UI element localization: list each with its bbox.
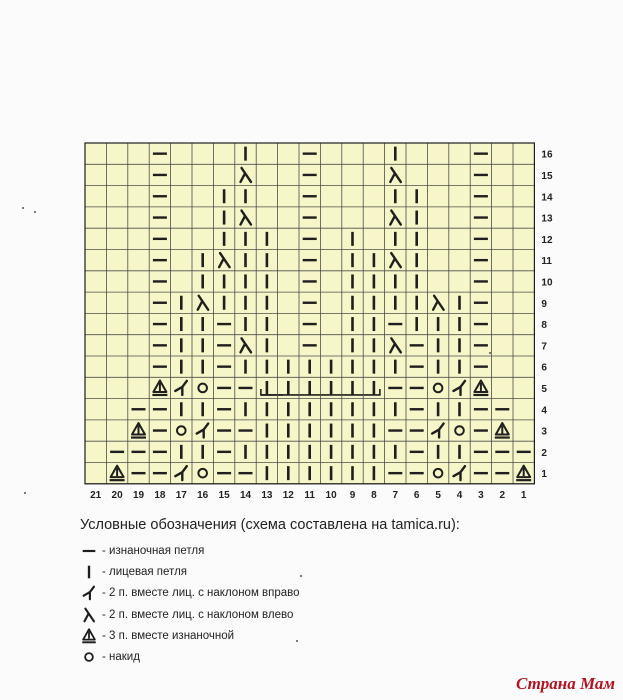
- purl-dash-icon: [80, 542, 98, 560]
- yarn-over-icon: [80, 648, 98, 666]
- column-number: 15: [218, 489, 230, 501]
- column-number: 6: [413, 489, 420, 501]
- column-number: 5: [435, 489, 441, 501]
- legend-title: Условные обозначения (схема составлена на tamica.ru):: [80, 517, 460, 533]
- legend-item: [80, 604, 300, 625]
- row-number: 14: [541, 192, 553, 204]
- scan-speck: [489, 352, 491, 354]
- row-number: 9: [541, 298, 547, 310]
- column-number: 20: [111, 489, 123, 501]
- k2tog-left-icon: [80, 606, 98, 624]
- column-number: 9: [349, 489, 356, 501]
- scan-speck: [300, 575, 302, 577]
- legend-text: - 2 п. вместе лиц. с наклоном вправо: [102, 587, 300, 600]
- scan-speck: [296, 640, 298, 642]
- column-number: 8: [371, 489, 377, 501]
- column-number: 4: [456, 489, 463, 501]
- column-number: 3: [478, 489, 484, 501]
- watermark: Страна Мам: [515, 674, 615, 693]
- column-number: 14: [239, 489, 252, 501]
- row-number: 3: [541, 426, 547, 438]
- column-number: 11: [304, 489, 315, 501]
- column-number: 7: [392, 489, 399, 501]
- p3tog-icon: [80, 627, 98, 645]
- scan-speck: [24, 492, 26, 494]
- column-number: 21: [90, 489, 102, 501]
- column-number: 17: [175, 489, 187, 501]
- legend-item: [80, 583, 300, 604]
- row-number: 8: [541, 320, 547, 332]
- row-number: 13: [541, 213, 553, 225]
- legend-text: - лицевая петля: [102, 565, 188, 578]
- column-number: 19: [132, 489, 145, 501]
- row-number: 4: [541, 405, 547, 417]
- column-number: 2: [499, 489, 506, 501]
- scan-speck: [22, 207, 24, 209]
- legend-item: [80, 625, 300, 646]
- row-number: 11: [541, 256, 552, 268]
- row-number: 5: [541, 383, 547, 395]
- row-number: 16: [541, 149, 553, 161]
- row-number: 15: [541, 170, 553, 182]
- column-number: 12: [282, 489, 294, 501]
- row-number: 6: [541, 362, 547, 374]
- legend-text: - накид: [102, 651, 140, 664]
- row-number: 1: [541, 469, 547, 481]
- legend-text: - 2 п. вместе лиц. с наклоном влево: [102, 608, 294, 621]
- column-number: 10: [325, 489, 337, 501]
- k2tog-right-icon: [80, 584, 98, 602]
- legend-text: - изнаночная петля: [102, 544, 205, 557]
- row-number: 7: [541, 341, 547, 353]
- legend-text: - 3 п. вместе изнаночной: [102, 629, 235, 642]
- legend-list: [80, 540, 300, 668]
- row-number: 12: [541, 234, 553, 246]
- legend-item: [80, 561, 300, 582]
- row-number: 2: [541, 447, 547, 459]
- scan-speck: [34, 211, 36, 213]
- column-number: 18: [154, 489, 166, 501]
- row-number: 10: [541, 277, 553, 289]
- column-number: 13: [261, 489, 273, 501]
- legend-item: [80, 646, 300, 667]
- column-number: 16: [197, 489, 209, 501]
- legend-item: [80, 540, 300, 561]
- column-number: 1: [520, 489, 527, 501]
- knit-bar-icon: [80, 563, 98, 581]
